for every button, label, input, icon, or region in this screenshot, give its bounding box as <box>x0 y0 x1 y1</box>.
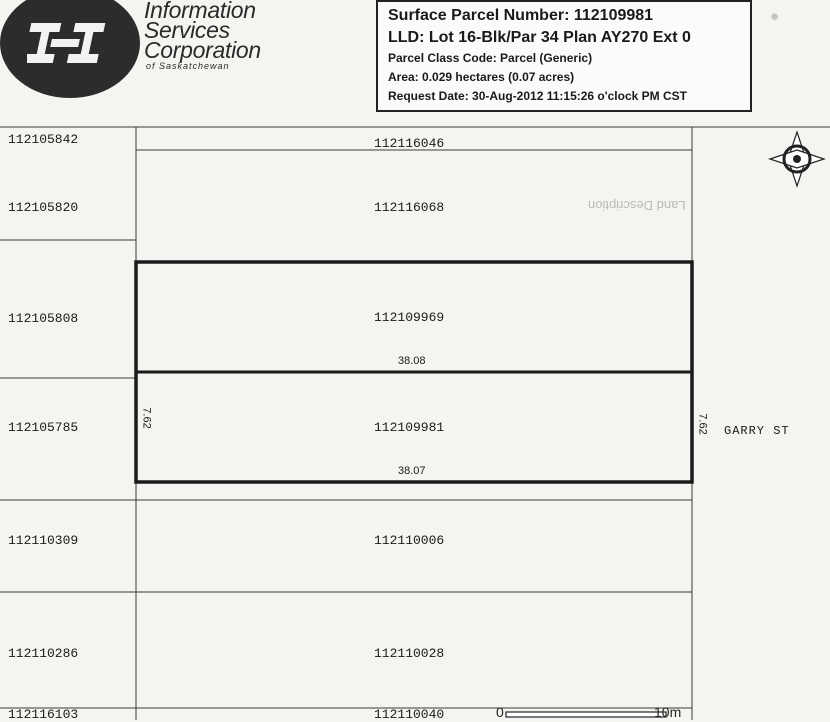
org-name-line1: Information <box>144 0 256 23</box>
left-parcel-label: 112116103 <box>8 707 79 722</box>
left-parcel-label: 112110286 <box>8 646 79 661</box>
scale-end-label: 10m <box>654 704 682 720</box>
compass-rose-icon <box>766 128 828 190</box>
parcel-info-box <box>376 0 752 112</box>
ghost-logo-text: ● <box>770 8 780 25</box>
center-parcel-label: 112116068 <box>374 200 445 215</box>
left-parcel-label: 112105820 <box>8 200 79 215</box>
center-parcel-label: 112110006 <box>374 533 445 548</box>
scale-bar <box>496 704 706 720</box>
org-name-line3: Corporation <box>144 37 261 63</box>
parcel-class-code: Parcel Class Code: Parcel (Generic) <box>388 51 593 65</box>
center-parcel-label: 112109969 <box>374 310 445 325</box>
left-parcel-label: 112110309 <box>8 533 79 548</box>
dimension-top-width: 38.08 <box>398 355 426 367</box>
org-name-line2: Services <box>144 17 230 43</box>
left-parcel-label: 112105808 <box>8 311 79 326</box>
center-parcel-label: 112116046 <box>374 136 445 151</box>
center-parcel-label: 112109981 <box>374 420 445 435</box>
org-name-sub: of Saskatchewan <box>146 61 230 71</box>
parcel-area: Area: 0.029 hectares (0.07 acres) <box>388 70 575 84</box>
street-label: GARRY ST <box>724 424 790 438</box>
dimension-bottom-width: 38.07 <box>398 465 426 477</box>
left-parcel-label: 112105785 <box>8 420 79 435</box>
request-date: Request Date: 30-Aug-2012 11:15:26 o'clock PM CST <box>388 89 687 103</box>
scale-bar-rect <box>506 712 666 717</box>
surface-parcel-number: Surface Parcel Number: 112109981 <box>388 7 654 24</box>
center-parcel-label: 112110028 <box>374 646 445 661</box>
left-parcel-label: 112105842 <box>8 132 79 147</box>
dimension-left-depth: 7.62 <box>140 407 153 429</box>
lld: LLD: Lot 16-Blk/Par 34 Plan AY270 Ext 0 <box>388 29 691 46</box>
scale-start-label: 0 <box>496 704 504 720</box>
dimension-right-depth: 7.62 <box>696 413 709 435</box>
center-parcel-label: 112110040 <box>374 707 445 722</box>
ghost-text: Land Description <box>588 198 686 213</box>
